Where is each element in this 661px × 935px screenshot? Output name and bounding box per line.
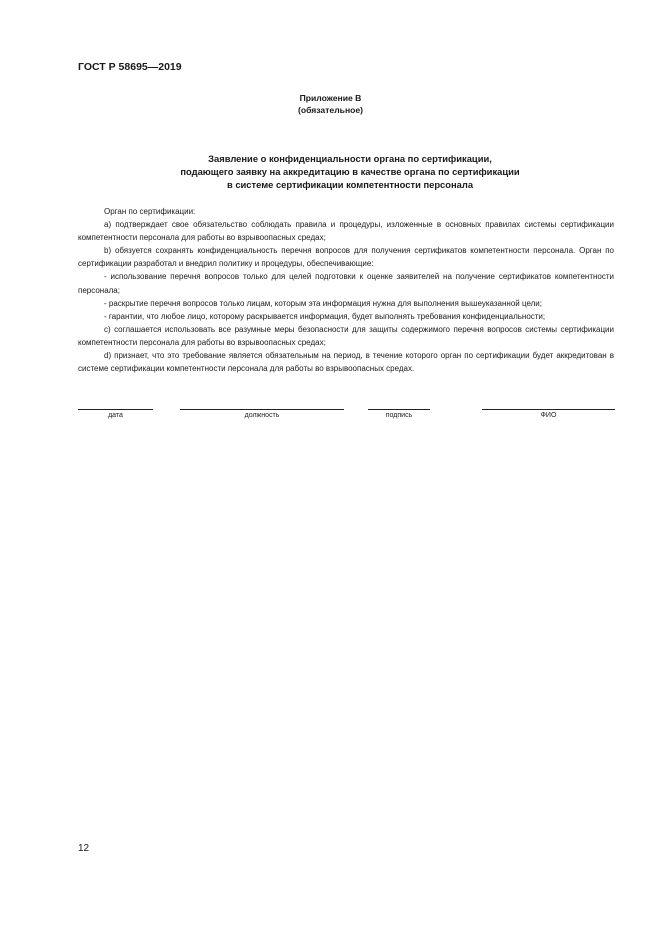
title-line-2: подающего заявку на аккредитацию в качестве органа по сертификации	[180, 166, 520, 177]
signature-label: подпись	[385, 412, 413, 419]
paragraph-a: a) подтверждает свое обязательство соблюдать правила и процедуры, изложенные в основных правилах системы сертификации компетентности персонала для работы во взрывоопасных средах;	[78, 220, 614, 243]
paragraph-b-item-1: - использование перечня вопросов только для целей подготовки к оценке заявителей на получение сертификатов компетентности персонала;	[78, 272, 614, 295]
position-signature-line	[180, 409, 344, 410]
page-number: 12	[78, 843, 90, 854]
name-label: ФИО	[540, 412, 557, 419]
name-signature-line	[482, 409, 615, 410]
title-line-1: Заявление о конфиденциальности органа по сертификации,	[208, 153, 492, 164]
paragraph-b-item-3: - гарантии, что любое лицо, которому раскрывается информация, будет выполнять требования конфиденциальности;	[104, 311, 546, 321]
appendix-status: (обязательное)	[297, 105, 364, 115]
appendix-heading	[0, 92, 661, 116]
standard-header: ГОСТ Р 58695—2019	[78, 61, 182, 73]
paragraph-d: d) признает, что это требование является обязательным на период, в течение которого орган по сертификации будет аккредитован в системе сертификации компетентности персонала для работы во взрывоопасных средах.	[78, 351, 614, 374]
title-line-3: в системе сертификации компетентности персонала	[226, 179, 474, 190]
signature-line	[368, 409, 430, 410]
position-label: должность	[244, 412, 280, 419]
document-title	[120, 152, 580, 191]
date-signature-line	[78, 409, 153, 410]
paragraph-intro: Орган по сертификации:	[104, 207, 196, 216]
paragraph-b-item-2: - раскрытие перечня вопросов только лицам, которым эта информация нужна для выполнения вышеуказанной цели;	[104, 298, 542, 308]
statement-body	[78, 205, 614, 375]
appendix-label: Приложение В	[299, 93, 362, 103]
paragraph-c: c) соглашается использовать все разумные меры безопасности для защиты содержимого перечня вопросов системы сертификации компетентности персонала для работы во взрывоопасных средах;	[78, 324, 614, 347]
paragraph-b: b) обязуется сохранять конфиденциальность перечня вопросов для получения сертификатов компетентности персонала. Орган по сертификации разработал и внедрил политику и процедуры, обеспечивающие:	[78, 246, 614, 269]
date-label: дата	[108, 412, 123, 419]
